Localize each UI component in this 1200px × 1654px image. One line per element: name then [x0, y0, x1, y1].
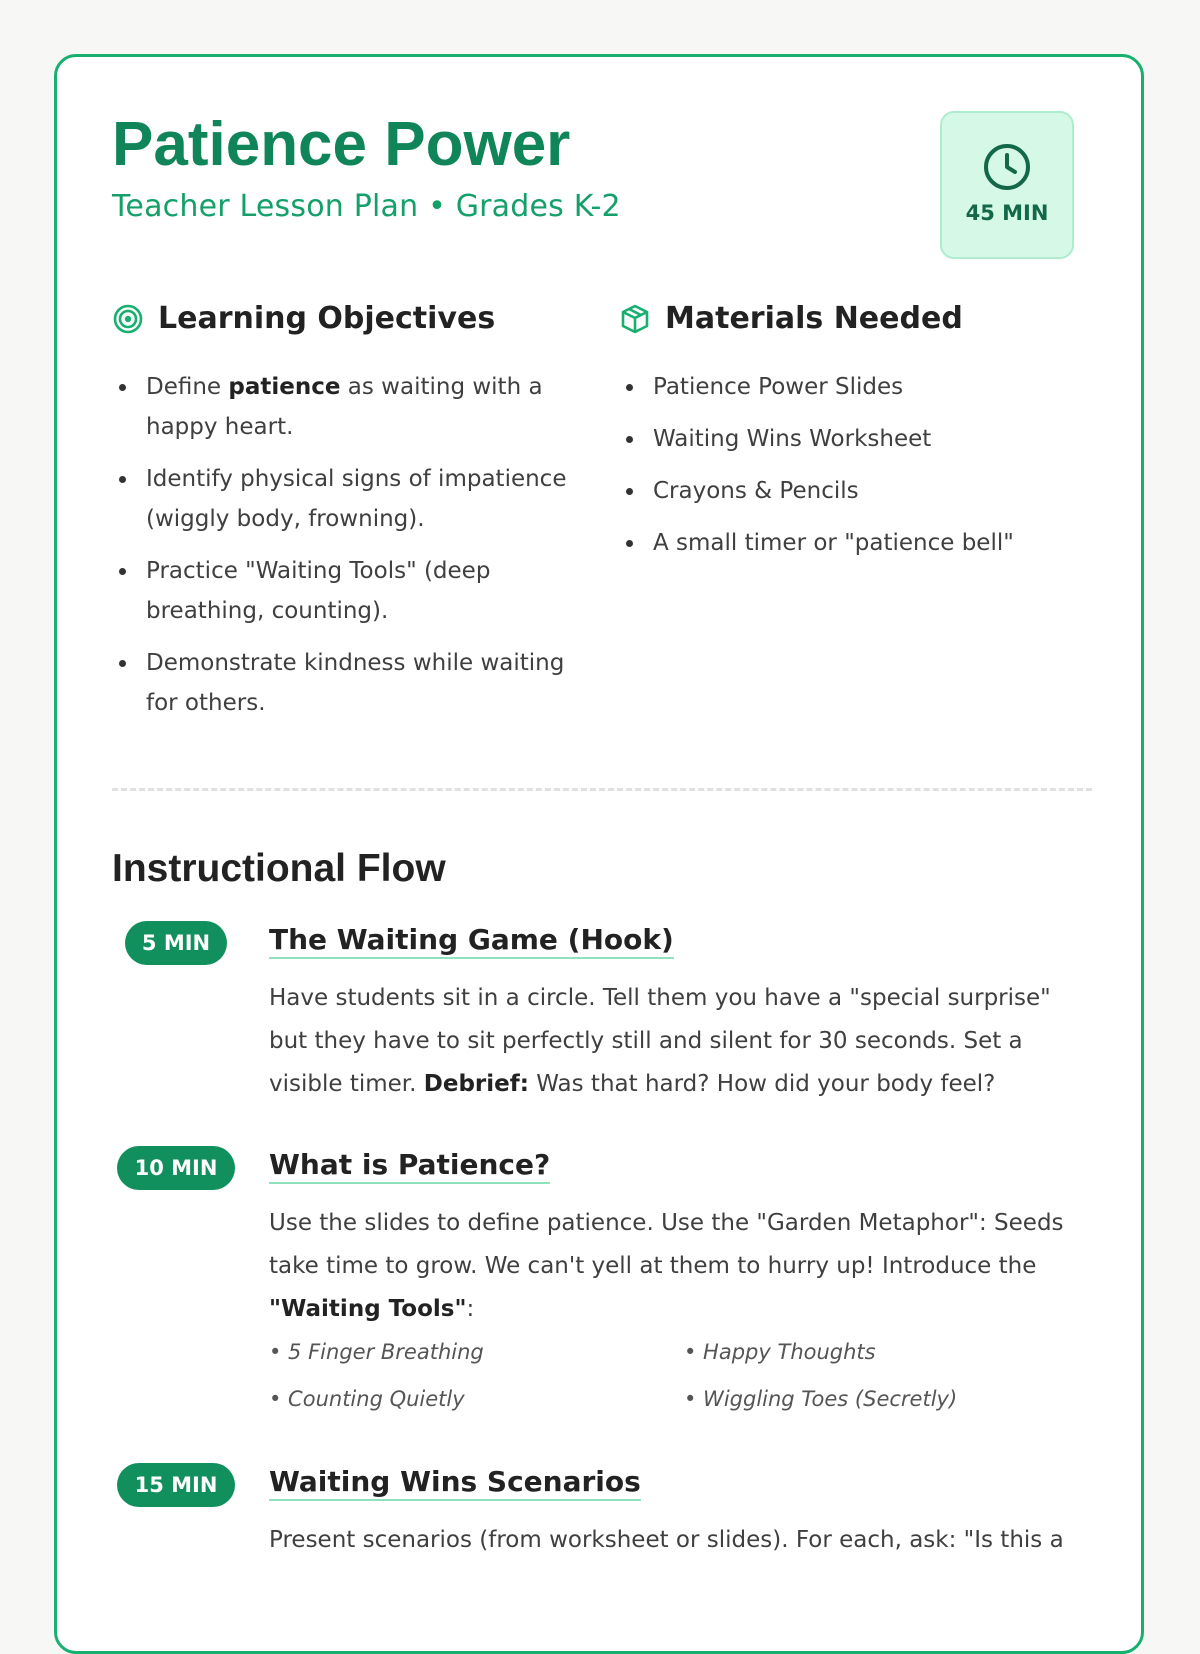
objectives-heading-label: Learning Objectives [158, 301, 496, 336]
step-duration-badge: 10 MIN [117, 1146, 235, 1190]
materials-list [619, 367, 1089, 575]
page-title: Patience Power [112, 110, 571, 179]
list-item: • Wiggling Toes (Secretly) [684, 1387, 958, 1411]
step-title: Waiting Wins Scenarios [269, 1465, 641, 1501]
flow-heading: Instructional Flow [112, 847, 446, 890]
list-item: Demonstrate kindness while waiting for others. [112, 643, 572, 723]
list-item: • Happy Thoughts [684, 1340, 876, 1364]
lesson-plan-card [54, 54, 1144, 1654]
list-item: Define patience as waiting with a happy heart. [112, 367, 572, 447]
step-body: Present scenarios (from worksheet or slides). For each, ask: "Is this a [269, 1527, 1064, 1553]
step-body: Have students sit in a circle. Tell them you have a "special surprise" but they have to sit perfectly still and silent for 30 seconds. Set a visible timer. Debrief: Was that hard? How did your body feel? [269, 985, 1051, 1097]
duration-label: 45 MIN [965, 201, 1049, 225]
objectives-list [112, 367, 572, 735]
list-item: A small timer or "patience bell" [619, 523, 1089, 563]
materials-heading-label: Materials Needed [665, 301, 963, 336]
list-item: Patience Power Slides [619, 367, 1089, 407]
duration-badge [940, 111, 1074, 259]
box-icon [619, 303, 651, 335]
step-body: Use the slides to define patience. Use the "Garden Metaphor": Seeds take time to grow. We can't yell at them to hurry up! Introduce the "Waiting Tools": [269, 1210, 1064, 1322]
section-divider [112, 788, 1092, 791]
step-duration-badge: 5 MIN [125, 921, 227, 965]
list-item: Identify physical signs of impatience (wiggly body, frowning). [112, 459, 572, 539]
step-duration-badge: 15 MIN [117, 1463, 235, 1507]
step-title: What is Patience? [269, 1148, 550, 1184]
step-title: The Waiting Game (Hook) [269, 923, 674, 959]
list-item: Waiting Wins Worksheet [619, 419, 1089, 459]
list-item: • Counting Quietly [269, 1387, 465, 1411]
clock-icon [981, 141, 1033, 193]
list-item: Crayons & Pencils [619, 471, 1089, 511]
list-item: • 5 Finger Breathing [269, 1340, 484, 1364]
objectives-heading [112, 301, 495, 336]
materials-heading [619, 301, 963, 336]
target-icon [112, 303, 144, 335]
page-subtitle: Teacher Lesson Plan • Grades K-2 [112, 189, 621, 224]
list-item: Practice "Waiting Tools" (deep breathing, counting). [112, 551, 572, 631]
